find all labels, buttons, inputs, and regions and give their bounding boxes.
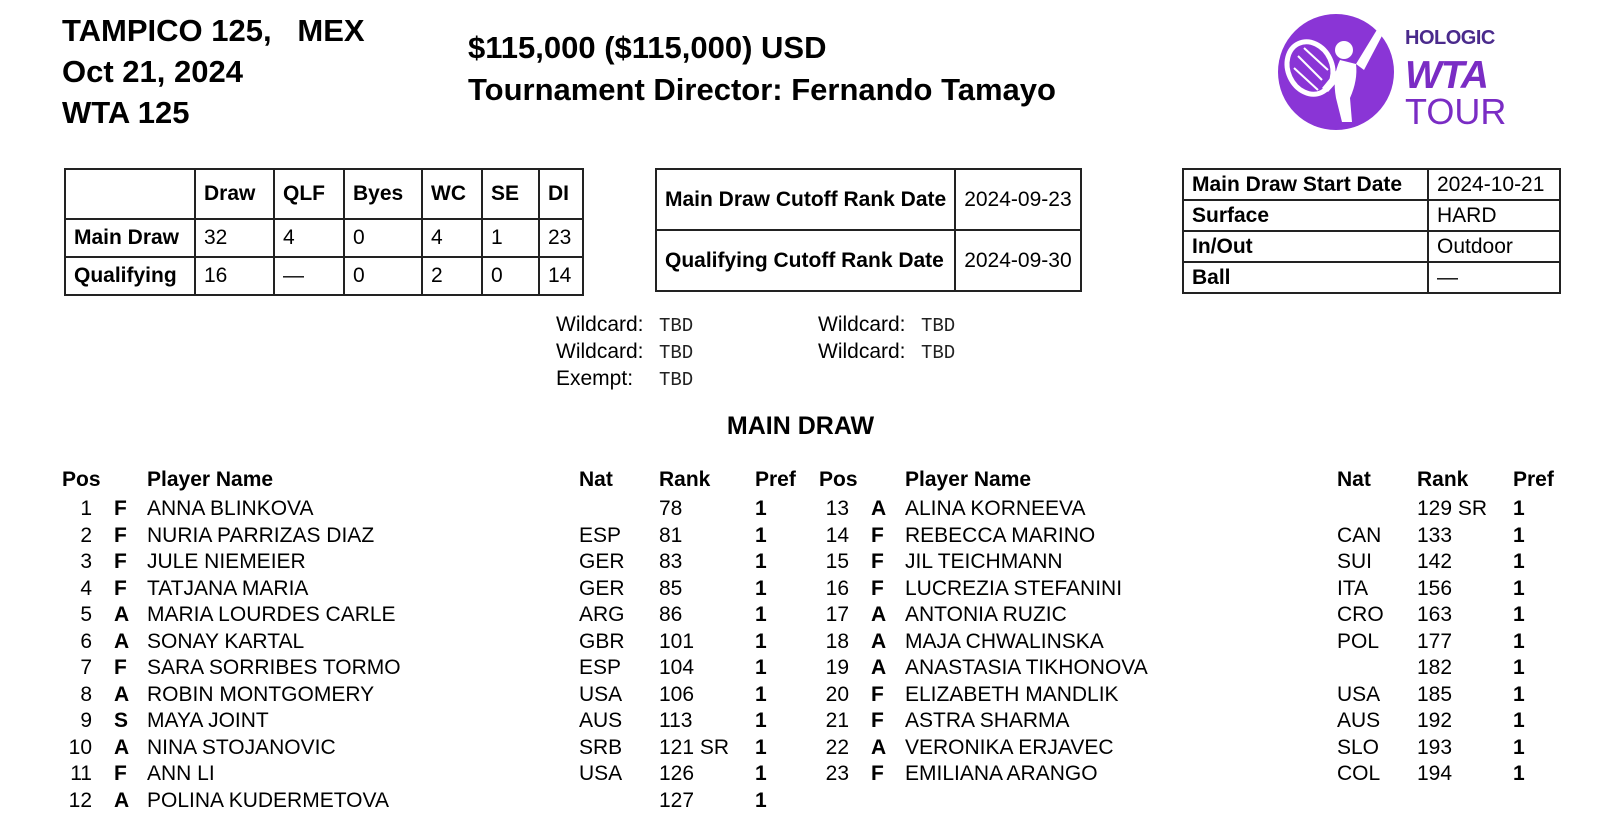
cutoff-date-table [655,168,1082,292]
player-nationality: ARG [579,603,625,626]
table-row [1183,200,1560,231]
column-header-player-name: Player Name [905,468,1032,491]
table-row [65,219,583,257]
player-position: 12 [68,788,92,812]
player-rank: 182 [1417,656,1453,679]
column-header: DI [539,169,583,219]
wildcard-entry [556,339,693,366]
player-preference: 1 [1513,576,1525,600]
player-nationality: GER [579,550,625,573]
row-label: Main Draw Cutoff Rank Date [656,169,955,230]
tournament-date: Oct 21, 2024 [62,54,243,89]
wildcard-list-left [556,312,693,393]
table-cell: 0 [482,257,539,295]
player-position: 18 [825,629,849,653]
player-preference: 1 [755,523,767,547]
player-name: JIL TEICHMANN [905,550,1063,573]
table-cell: 14 [539,257,583,295]
table-cell: 32 [195,219,274,257]
player-preference: 1 [755,735,767,759]
player-nationality: CAN [1337,523,1382,547]
player-name: REBECCA MARINO [905,523,1096,547]
player-position: 22 [825,735,849,759]
player-rank: 127 [659,788,695,812]
player-row [0,682,1601,708]
player-name: SONAY KARTAL [147,629,305,653]
player-rank: 104 [659,656,695,679]
player-preference: 1 [1513,497,1525,520]
player-row [0,576,1601,602]
player-name: LUCREZIA STEFANINI [905,576,1123,600]
player-name: NURIA PARRIZAS DIAZ [147,523,375,547]
wildcard-entry [818,312,955,339]
table-cell: 0 [344,257,422,295]
player-status: A [114,682,130,706]
player-nationality: ESP [579,523,622,547]
player-row [0,602,1601,628]
player-name: SARA SORRIBES TORMO [147,656,401,679]
column-header-pref: Pref [1513,468,1554,491]
player-position: 10 [68,735,92,759]
player-row [0,496,1601,522]
player-rank: 156 [1417,576,1453,600]
column-header-rank: Rank [659,468,711,491]
player-row [0,735,1601,761]
player-position: 1 [80,497,92,520]
player-name: MAYA JOINT [147,709,269,732]
player-row [0,788,1601,814]
player-name: ASTRA SHARMA [905,709,1070,732]
player-nationality: CRO [1337,603,1384,626]
player-position: 9 [80,709,92,732]
player-nationality: COL [1337,762,1381,785]
player-status: F [114,576,127,600]
player-position: 3 [80,550,92,573]
row-label: Qualifying [65,257,195,295]
hologic-wta-tour-logo [1270,6,1530,134]
player-name: ALINA KORNEEVA [905,497,1086,520]
player-name: JULE NIEMEIER [147,550,306,573]
row-label: Main Draw [65,219,195,257]
player-preference: 1 [755,603,767,626]
player-nationality: ITA [1337,576,1369,600]
table-cell: 2 [422,257,482,295]
player-position: 7 [80,656,92,679]
main-draw-title: MAIN DRAW [726,412,875,440]
player-rank: 85 [659,576,683,600]
player-rank: 192 [1417,709,1453,732]
player-rank: 185 [1417,682,1453,706]
column-header: WC [422,169,482,219]
player-preference: 1 [755,788,767,812]
table-cell: Outdoor [1428,231,1560,262]
player-nationality: USA [579,762,623,785]
column-header-pos: Pos [62,468,101,491]
player-preference: 1 [755,762,767,785]
player-name: MARIA LOURDES CARLE [147,603,396,626]
player-row [0,549,1601,575]
row-label: Ball [1183,262,1428,293]
player-nationality: ESP [579,656,622,679]
player-name: VERONIKA ERJAVEC [905,735,1114,759]
exempt-entry [556,366,693,393]
table-header-row [65,169,583,219]
player-status: F [871,523,884,547]
logo-sponsor-text: HOLOGIC [1405,27,1495,49]
table-cell: 16 [195,257,274,295]
player-rank: 133 [1417,523,1453,547]
player-rank: 86 [659,603,683,626]
player-position: 5 [80,603,92,626]
table-cell: 2024-10-21 [1428,169,1560,200]
player-preference: 1 [1513,629,1525,653]
tournament-header [62,10,365,133]
table-row [656,230,1081,291]
player-rank: 193 [1417,735,1453,759]
player-position: 6 [80,629,92,653]
table-cell: 0 [344,219,422,257]
player-nationality: USA [1337,682,1381,706]
player-rank: 81 [659,523,683,547]
player-preference: 1 [755,550,767,573]
tournament-info-table [1182,168,1561,294]
player-preference: 1 [1513,603,1525,626]
player-preference: 1 [755,709,767,732]
table-cell: 4 [422,219,482,257]
player-position: 20 [825,682,849,706]
table-cell: — [1428,262,1560,293]
wildcard-list-right [818,312,955,366]
wildcard-label: Wildcard: [556,340,644,363]
player-status: F [114,523,127,547]
wildcard-label: Wildcard: [818,313,906,336]
player-status: A [871,735,887,759]
prize-money: $115,000 ($115,000) USD [468,30,827,65]
wildcard-label: Wildcard: [818,340,906,363]
tournament-category: WTA 125 [62,95,190,130]
player-status: F [871,709,884,732]
table-row [65,257,583,295]
player-nationality: AUS [1337,709,1381,732]
table-row [1183,231,1560,262]
player-status: F [871,762,884,785]
player-name: ELIZABETH MANDLIK [905,682,1119,706]
player-preference: 1 [1513,762,1525,785]
player-name: ANTONIA RUZIC [905,603,1067,626]
player-position: 14 [825,523,849,547]
table-cell: 2024-09-23 [955,169,1080,230]
player-position: 17 [825,603,849,626]
player-rank: 126 [659,762,695,785]
player-status: A [114,603,130,626]
player-rank: 194 [1417,762,1453,785]
player-rank: 142 [1417,550,1453,573]
column-header: Draw [195,169,274,219]
player-preference: 1 [755,629,767,653]
table-cell: 1 [482,219,539,257]
tournament-name: TAMPICO 125, MEX [62,13,365,48]
column-header: SE [482,169,539,219]
player-name: ANNA BLINKOVA [147,497,314,520]
player-rank: 163 [1417,603,1453,626]
player-preference: 1 [1513,735,1525,759]
player-rank: 106 [659,682,695,706]
player-name: MAJA CHWALINSKA [905,629,1104,653]
player-row [0,523,1601,549]
column-header: Byes [344,169,422,219]
player-rank: 83 [659,550,683,573]
player-row [0,708,1601,734]
player-position: 2 [80,523,92,547]
player-rank: 177 [1417,629,1453,653]
player-status: F [871,682,884,706]
player-rank: 129 SR [1417,497,1488,520]
wildcard-value: TBD [921,342,956,364]
player-nationality: AUS [579,709,623,732]
player-status: F [114,497,127,520]
player-status: A [871,603,887,626]
player-position: 13 [825,497,849,520]
player-status: F [114,656,127,679]
wildcard-entry [818,339,955,366]
column-header [65,169,195,219]
player-rank: 121 SR [659,735,730,759]
player-name: POLINA KUDERMETOVA [147,788,389,812]
player-preference: 1 [1513,682,1525,706]
table-cell: — [274,257,344,295]
row-label: Qualifying Cutoff Rank Date [656,230,955,291]
player-position: 23 [825,762,849,785]
player-name: NINA STOJANOVIC [147,735,336,759]
table-cell: 2024-09-30 [955,230,1080,291]
column-header-nat: Nat [579,468,613,491]
row-label: Main Draw Start Date [1183,169,1428,200]
exempt-value: TBD [659,369,694,391]
player-position: 19 [825,656,849,679]
player-status: F [114,762,127,785]
table-cell: 4 [274,219,344,257]
row-label: In/Out [1183,231,1428,262]
tournament-director: Tournament Director: Fernando Tamayo [468,72,1056,107]
player-preference: 1 [755,576,767,600]
player-status: A [871,497,887,520]
table-cell: HARD [1428,200,1560,231]
prize-header [468,27,1056,111]
player-position: 8 [80,682,92,706]
logo-brand-text: WTA [1405,54,1488,97]
column-header-rank: Rank [1417,468,1469,491]
player-status: F [114,550,127,573]
draw-size-table [64,168,584,296]
logo-tour-text: TOUR [1405,91,1507,132]
player-preference: 1 [755,656,767,679]
player-nationality: GER [579,576,625,600]
tennis-player-icon [1270,6,1400,134]
player-row [0,629,1601,655]
player-row [0,655,1601,681]
player-name: TATJANA MARIA [147,576,309,600]
player-status: A [871,656,887,679]
column-header-player-name: Player Name [147,468,274,491]
player-row [0,761,1601,787]
player-preference: 1 [1513,550,1525,573]
table-row [1183,169,1560,200]
player-preference: 1 [1513,709,1525,732]
player-preference: 1 [755,497,767,520]
player-position: 4 [80,576,92,600]
column-header: QLF [274,169,344,219]
wildcard-value: TBD [659,342,694,364]
wildcard-entry [556,312,693,339]
wildcard-label: Wildcard: [556,313,644,336]
table-row [656,169,1081,230]
player-nationality: SLO [1337,735,1380,759]
player-rank: 113 [659,709,693,732]
player-position: 21 [825,709,849,732]
player-rank: 101 [659,629,695,653]
player-nationality: SUI [1337,550,1373,573]
column-header-pref: Pref [755,468,796,491]
wildcard-value: TBD [921,315,956,337]
wildcard-value: TBD [659,315,694,337]
player-preference: 1 [755,682,767,706]
row-label: Surface [1183,200,1428,231]
player-nationality: POL [1337,629,1380,653]
player-position: 15 [825,550,849,573]
player-status: A [114,629,130,653]
player-nationality: SRB [579,735,623,759]
player-position: 11 [70,762,92,785]
player-status: S [114,709,129,732]
exempt-label: Exempt: [556,367,634,390]
player-status: F [871,576,884,600]
player-status: A [114,735,130,759]
table-row [1183,262,1560,293]
player-nationality: USA [579,682,623,706]
player-rank: 78 [659,497,683,520]
player-nationality: GBR [579,629,625,653]
player-status: A [114,788,130,812]
player-name: ANASTASIA TIKHONOVA [905,656,1148,679]
player-position: 16 [825,576,849,600]
player-status: A [871,629,887,653]
player-status: F [871,550,884,573]
table-cell: 23 [539,219,583,257]
player-name: EMILIANA ARANGO [905,762,1098,785]
column-header-nat: Nat [1337,468,1371,491]
column-header-pos: Pos [819,468,858,491]
player-preference: 1 [1513,523,1525,547]
player-name: ANN LI [147,762,215,785]
player-preference: 1 [1513,656,1525,679]
player-name: ROBIN MONTGOMERY [147,682,375,706]
